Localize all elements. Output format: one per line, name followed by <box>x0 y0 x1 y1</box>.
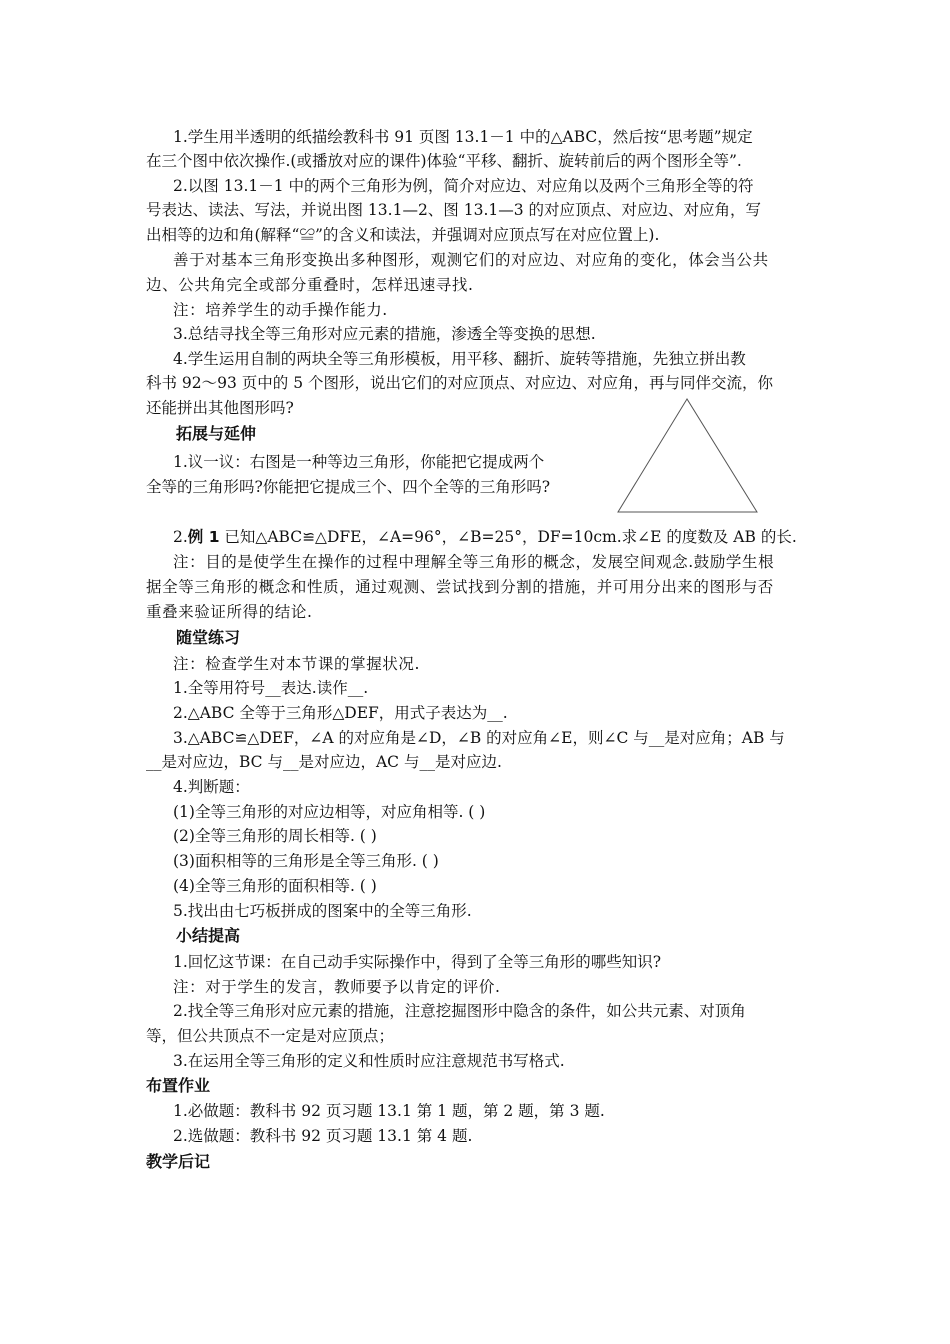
homework-item: 1.必做题：教科书 92 页习题 13.1 第 1 题，第 2 题，第 3 题. <box>173 1102 605 1120</box>
exercise-item: 3.△ABC≌△DEF，∠A 的对应角是∠D，∠B 的对应角∠E，则∠C 与__是对应角；AB 与 <box>173 729 785 747</box>
exercise-item: __是对应边，BC 与__是对应边，AC 与__是对应边. <box>146 753 502 771</box>
paragraph-line: 1.学生用半透明的纸描绘教科书 91 页图 13.1－1 中的△ABC，然后按“思考题”规定 <box>173 128 753 146</box>
homework-item: 2.选做题：教科书 92 页习题 13.1 第 4 题. <box>173 1127 473 1145</box>
judgement-item: (1)全等三角形的对应边相等，对应角相等. ( ) <box>173 803 486 821</box>
judgement-item: (2)全等三角形的周长相等. ( ) <box>173 827 377 845</box>
paragraph-line: 善于对基本三角形变换出多种图形，观测它们的对应边、对应角的变化，体会当公共 <box>173 251 769 269</box>
judgement-item: (4)全等三角形的面积相等. ( ) <box>173 877 377 895</box>
note-line: 重叠来验证所得的结论. <box>146 603 313 621</box>
example-label: 例 1 <box>187 528 220 546</box>
heading-extend: 拓展与延伸 <box>176 424 257 443</box>
note-line: 注：对于学生的发言，教师要予以肯定的评价. <box>173 978 501 996</box>
paragraph-line: 还能拼出其他图形吗? <box>146 399 294 417</box>
example-number: 2. <box>173 528 188 546</box>
note-line: 注：培养学生的动手操作能力. <box>173 301 388 319</box>
heading-summary: 小结提高 <box>176 926 241 945</box>
exercise-item: 1.全等用符号__表达.读作__. <box>173 679 369 697</box>
paragraph-line: 科书 92～93 页中的 5 个图形，说出它们的对应顶点、对应边、对应角，再与同伴交流，你 <box>146 374 774 392</box>
exercise-item: 4.判断题： <box>173 778 250 796</box>
equilateral-triangle-figure <box>610 396 760 516</box>
summary-item: 3.在运用全等三角形的定义和性质时应注意规范书写格式. <box>173 1052 565 1070</box>
paragraph-line: 在三个图中依次操作.(或播放对应的课件)体验“平移、翻折、旋转前后的两个图形全等”. <box>146 152 742 170</box>
paragraph-line: 全等的三角形吗?你能把它提成三个、四个全等的三角形吗? <box>146 478 551 496</box>
heading-homework: 布置作业 <box>146 1076 211 1095</box>
paragraph-line: 4.学生运用自制的两块全等三角形模板，用平移、翻折、旋转等措施，先独立拼出教 <box>173 350 746 368</box>
summary-item: 1.回忆这节课：在自己动手实际操作中，得到了全等三角形的哪些知识? <box>173 953 662 971</box>
paragraph-line: 1.议一议：右图是一种等边三角形，你能把它提成两个 <box>173 453 545 471</box>
example-line <box>173 525 797 549</box>
note-line: 注：检查学生对本节课的掌握状况. <box>173 655 421 673</box>
exercise-item: 2.△ABC 全等于三角形△DEF，用式子表达为__. <box>173 704 508 722</box>
paragraph-line: 号表达、读法、写法，并说出图 13.1—2、图 13.1—3 的对应顶点、对应边、对应角，写 <box>146 201 762 219</box>
paragraph-line: 2.以图 13.1－1 中的两个三角形为例，简介对应边、对应角以及两个三角形全等的符 <box>173 177 754 195</box>
note-line: 据全等三角形的概念和性质，通过观测、尝试找到分割的措施，并可用分出来的图形与否 <box>146 578 774 596</box>
summary-item: 等，但公共顶点不一定是对应顶点； <box>146 1027 395 1045</box>
heading-practice: 随堂练习 <box>176 628 241 647</box>
example-text: 已知△ABC≌△DFE，∠A=96°，∠B=25°，DF=10cm.求∠E 的度数及 AB 的长. <box>224 528 797 546</box>
paragraph-line: 3.总结寻找全等三角形对应元素的措施，渗透全等变换的思想. <box>173 325 596 343</box>
summary-item: 2.找全等三角形对应元素的措施，注意挖掘图形中隐含的条件，如公共元素、对顶角 <box>173 1002 746 1020</box>
exercise-item: 5.找出由七巧板拼成的图案中的全等三角形. <box>173 902 472 920</box>
heading-postscript: 教学后记 <box>146 1152 211 1171</box>
paragraph-line: 边、公共角完全或部分重叠时，怎样迅速寻找. <box>146 276 474 294</box>
judgement-item: (3)面积相等的三角形是全等三角形. ( ) <box>173 852 439 870</box>
note-line: 注：目的是使学生在操作的过程中理解全等三角形的概念，发展空间观念.鼓励学生根 <box>173 553 775 571</box>
paragraph-line: 出相等的边和角(解释“≌”的含义和读法，并强调对应顶点写在对应位置上). <box>146 226 660 244</box>
